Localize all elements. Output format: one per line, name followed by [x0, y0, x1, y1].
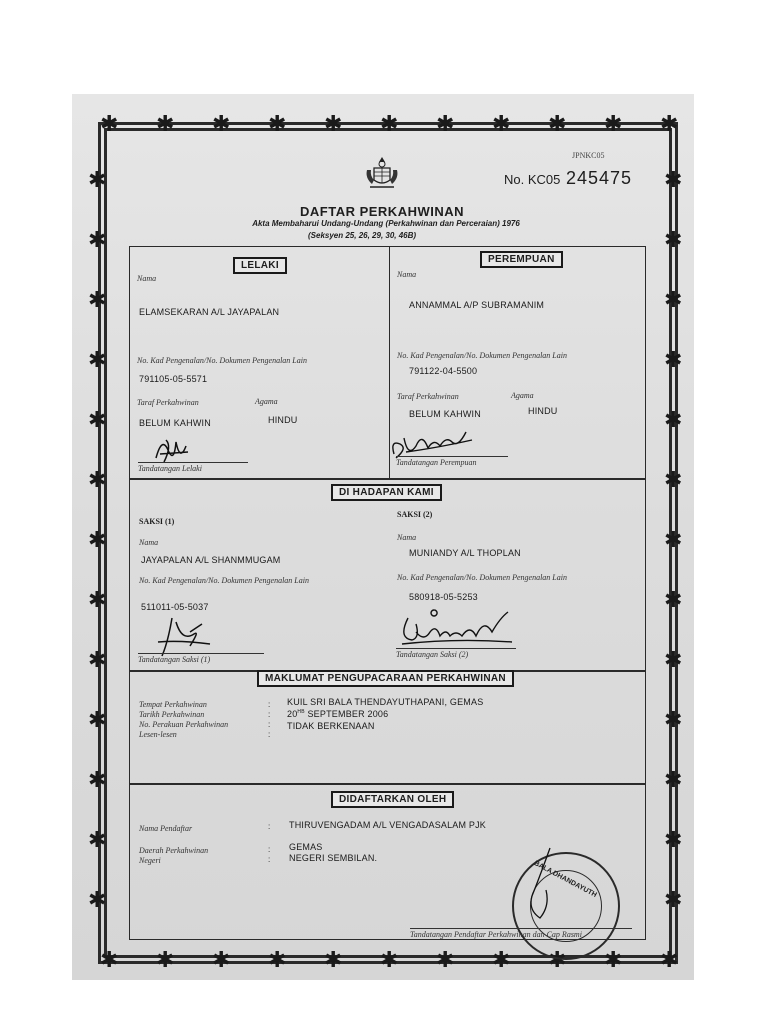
lelaki-agama: HINDU — [268, 415, 298, 425]
flourish-ornament-icon: ✱ — [268, 112, 287, 137]
act-reference: Akta Membaharui Undang-Undang (Perkahwinan dan Perceraian) 1976 — [252, 219, 520, 228]
lelaki-signature-line — [138, 462, 248, 463]
saksi2-signature-icon — [396, 608, 516, 652]
perempuan-signature-label: Tandatangan Perempuan — [396, 458, 477, 467]
flourish-ornament-icon: ✱ — [88, 768, 107, 793]
flourish-ornament-icon: ✱ — [156, 948, 175, 973]
perempuan-agama: HINDU — [528, 406, 558, 416]
saksi1-nama-label: Nama — [139, 538, 159, 547]
colon-1: : — [268, 700, 271, 709]
flourish-ornament-icon: ✱ — [664, 468, 683, 493]
pendaftar-nama: THIRUVENGADAM A/L VENGADASALAM PJK — [289, 820, 487, 830]
tarikh-suffix: HB — [297, 709, 305, 715]
lelaki-signature-label: Tandatangan Lelaki — [138, 464, 202, 473]
saksi1-heading: SAKSI (1) — [139, 517, 175, 526]
flourish-ornament-icon: ✱ — [664, 528, 683, 553]
perempuan-id-label: No. Kad Pengenalan/No. Dokumen Pengenalan Lain — [397, 351, 567, 360]
serial-digits: 245475 — [566, 168, 633, 188]
tarikh-label: Tarikh Perkahwinan — [139, 710, 205, 719]
flourish-ornament-icon: ✱ — [88, 828, 107, 853]
negeri-label: Negeri — [139, 856, 161, 865]
flourish-ornament-icon: ✱ — [664, 648, 683, 673]
saksi1-nama: JAYAPALAN A/L SHANMMUGAM — [141, 555, 281, 565]
didaftarkan-oleh-label: DIDAFTARKAN OLEH — [331, 791, 454, 808]
flourish-ornament-icon: ✱ — [380, 112, 399, 137]
colon-6: : — [268, 845, 271, 854]
perempuan-nama-label: Nama — [397, 270, 417, 279]
flourish-ornament-icon: ✱ — [548, 112, 567, 137]
flourish-ornament-icon: ✱ — [156, 112, 175, 137]
flourish-ornament-icon: ✱ — [664, 408, 683, 433]
tarikh-value — [287, 709, 388, 719]
flourish-ornament-icon: ✱ — [664, 168, 683, 193]
perempuan-nama: ANNAMMAL A/P SUBRAMANIM — [409, 300, 545, 310]
saksi1-signature-label: Tandatangan Saksi (1) — [138, 655, 211, 664]
saksi2-signature-line — [396, 648, 516, 649]
lelaki-nama-label: Nama — [137, 274, 157, 283]
flourish-ornament-icon: ✱ — [212, 948, 231, 973]
serial-number — [504, 168, 632, 189]
flourish-ornament-icon: ✱ — [88, 648, 107, 673]
section-reference: (Seksyen 25, 26, 29, 30, 46B) — [308, 231, 417, 240]
flourish-ornament-icon: ✱ — [88, 708, 107, 733]
colon-4: : — [268, 730, 271, 739]
flourish-ornament-icon: ✱ — [324, 112, 343, 137]
flourish-ornament-icon: ✱ — [664, 228, 683, 253]
flourish-ornament-icon: ✱ — [664, 348, 683, 373]
pendaftar-nama-label: Nama Pendaftar — [139, 824, 193, 833]
flourish-ornament-icon: ✱ — [664, 888, 683, 913]
flourish-ornament-icon: ✱ — [88, 528, 107, 553]
perakuan-value: TIDAK BERKENAAN — [287, 721, 375, 731]
perempuan-label: PEREMPUAN — [480, 251, 563, 268]
flourish-ornament-icon: ✱ — [664, 288, 683, 313]
flourish-ornament-icon: ✱ — [492, 112, 511, 137]
flourish-ornament-icon: ✱ — [664, 588, 683, 613]
perempuan-agama-label: Agama — [511, 391, 534, 400]
flourish-ornament-icon: ✱ — [88, 888, 107, 913]
saksi2-id: 580918-05-5253 — [409, 592, 478, 602]
saksi2-nama: MUNIANDY A/L THOPLAN — [409, 548, 521, 558]
lelaki-id-label: No. Kad Pengenalan/No. Dokumen Pengenalan Lain — [137, 356, 307, 365]
flourish-ornament-icon: ✱ — [664, 768, 683, 793]
seal-text: BALA DHANDAYUTH — [532, 860, 598, 899]
colon-5: : — [268, 822, 271, 831]
saksi2-id-label: No. Kad Pengenalan/No. Dokumen Pengenalan Lain — [397, 573, 567, 582]
saksi2-heading: SAKSI (2) — [397, 510, 433, 519]
flourish-ornament-icon: ✱ — [88, 168, 107, 193]
upacara-label: MAKLUMAT PENGUPACARAAN PERKAHWINAN — [257, 670, 514, 687]
flourish-ornament-icon: ✱ — [88, 588, 107, 613]
lelaki-id: 791105-05-5571 — [139, 374, 208, 384]
flourish-ornament-icon: ✱ — [604, 112, 623, 137]
saksi1-signature-line — [138, 653, 264, 654]
flourish-ornament-icon: ✱ — [660, 112, 679, 137]
saksi2-signature-label: Tandatangan Saksi (2) — [396, 650, 469, 659]
perempuan-taraf-label: Taraf Perkahwinan — [397, 392, 459, 401]
lelaki-nama: ELAMSEKARAN A/L JAYAPALAN — [139, 307, 280, 317]
negeri-value: NEGERI SEMBILAN. — [289, 853, 378, 863]
flourish-ornament-icon: ✱ — [492, 948, 511, 973]
flourish-ornament-icon: ✱ — [100, 948, 119, 973]
lelaki-agama-label: Agama — [255, 397, 278, 406]
flourish-ornament-icon: ✱ — [212, 112, 231, 137]
saksi1-id-label: No. Kad Pengenalan/No. Dokumen Pengenalan Lain — [139, 576, 309, 585]
flourish-ornament-icon: ✱ — [268, 948, 287, 973]
lelaki-label: LELAKI — [233, 257, 287, 274]
flourish-ornament-icon: ✱ — [324, 948, 343, 973]
coat-of-arms-icon — [362, 154, 402, 194]
flourish-ornament-icon: ✱ — [380, 948, 399, 973]
colon-2: : — [268, 710, 271, 719]
flourish-ornament-icon: ✱ — [88, 228, 107, 253]
document-title: DAFTAR PERKAHWINAN — [300, 204, 465, 219]
colon-7: : — [268, 855, 271, 864]
form-code: JPNKC05 — [572, 151, 605, 160]
saksi1-id: 511011-05-5037 — [141, 602, 209, 612]
flourish-ornament-icon: ✱ — [100, 112, 119, 137]
flourish-ornament-icon: ✱ — [436, 948, 455, 973]
daerah-value: GEMAS — [289, 842, 323, 852]
flourish-ornament-icon: ✱ — [548, 948, 567, 973]
daerah-label: Daerah Perkahwinan — [139, 846, 209, 855]
lesen-label: Lesen-lesen — [139, 730, 177, 739]
registrar-signature-label: Tandatangan Pendaftar Perkahwinan dan Cap Rasmi — [410, 930, 582, 939]
flourish-ornament-icon: ✱ — [88, 348, 107, 373]
flourish-ornament-icon: ✱ — [664, 828, 683, 853]
lelaki-taraf-label: Taraf Perkahwinan — [137, 398, 199, 407]
di-hadapan-kami-label: DI HADAPAN KAMI — [331, 484, 442, 501]
flourish-ornament-icon: ✱ — [436, 112, 455, 137]
flourish-ornament-icon: ✱ — [604, 948, 623, 973]
saksi2-nama-label: Nama — [397, 533, 417, 542]
tempat-label: Tempat Perkahwinan — [139, 700, 207, 709]
perempuan-signature-line — [396, 456, 508, 457]
tempat-value: KUIL SRI BALA THENDAYUTHAPANI, GEMAS — [287, 697, 484, 707]
registrar-signature-icon — [520, 846, 560, 926]
tarikh-month-year: SEPTEMBER 2006 — [307, 709, 389, 719]
serial-prefix: No. KC05 — [504, 172, 561, 187]
flourish-ornament-icon: ✱ — [664, 708, 683, 733]
flourish-ornament-icon: ✱ — [660, 948, 679, 973]
tarikh-day: 20 — [287, 709, 298, 719]
flourish-ornament-icon: ✱ — [88, 468, 107, 493]
perakuan-label: No. Perakuan Perkahwinan — [139, 720, 229, 729]
flourish-ornament-icon: ✱ — [88, 288, 107, 313]
perempuan-id: 791122-04-5500 — [409, 366, 478, 376]
flourish-ornament-icon: ✱ — [88, 408, 107, 433]
perempuan-taraf: BELUM KAHWIN — [409, 409, 481, 419]
lelaki-taraf: BELUM KAHWIN — [139, 418, 211, 428]
registrar-signature-line — [410, 928, 632, 929]
colon-3: : — [268, 720, 271, 729]
